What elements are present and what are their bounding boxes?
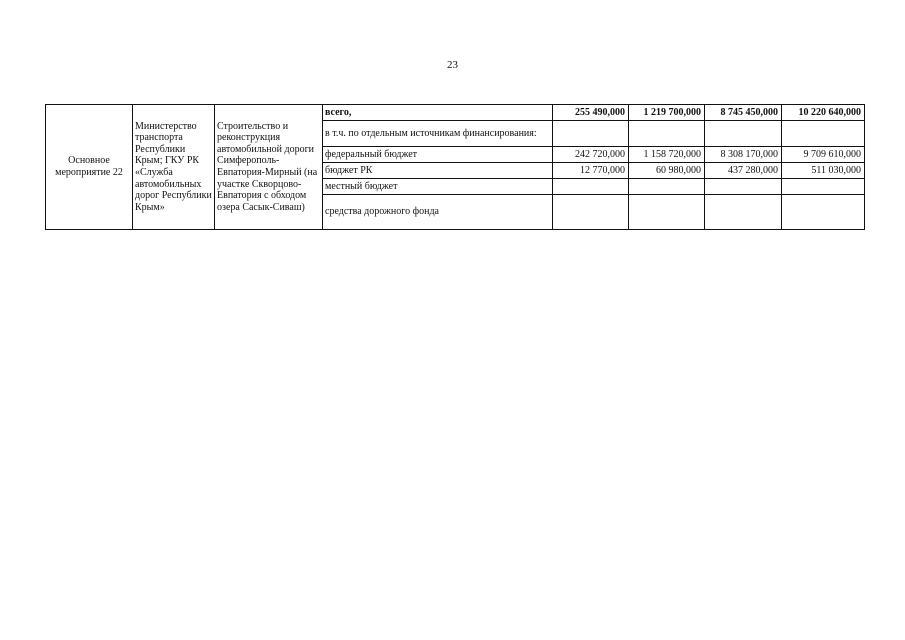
value-cell: 1 219 700,000 [629, 105, 705, 121]
executor-cell: Министерство транспорта Республики Крым; ГКУ РК «Служба автомобильных дорог Республики Крым» [133, 105, 215, 230]
value-cell: 255 490,000 [553, 105, 629, 121]
value-cell [782, 195, 865, 230]
value-cell [705, 179, 782, 195]
table-row [46, 105, 865, 121]
source-cell: местный бюджет [323, 179, 553, 195]
value-cell: 437 280,000 [705, 163, 782, 179]
source-cell: средства дорожного фонда [323, 195, 553, 230]
budget-table [45, 104, 865, 230]
value-cell [553, 179, 629, 195]
value-cell [782, 121, 865, 147]
page-number: 23 [447, 59, 458, 71]
value-cell: 10 220 640,000 [782, 105, 865, 121]
value-cell [553, 121, 629, 147]
work-description-cell: Строительство и реконструкция автомобильной дороги Симферополь-Евпатория-Мирный (на участке Скворцово-Евпатория с обходом озера Сасык-Сиваш) [215, 105, 323, 230]
value-cell [705, 195, 782, 230]
value-cell [629, 195, 705, 230]
value-cell [629, 121, 705, 147]
value-cell: 511 030,000 [782, 163, 865, 179]
value-cell [553, 195, 629, 230]
value-cell [782, 179, 865, 195]
measure-cell: Основное мероприятие 22 [46, 105, 133, 230]
value-cell: 8 745 450,000 [705, 105, 782, 121]
source-cell: в т.ч. по отдельным источникам финансирования: [323, 121, 553, 147]
value-cell: 242 720,000 [553, 147, 629, 163]
source-cell: бюджет РК [323, 163, 553, 179]
value-cell [629, 179, 705, 195]
value-cell: 9 709 610,000 [782, 147, 865, 163]
source-cell: федеральный бюджет [323, 147, 553, 163]
value-cell: 60 980,000 [629, 163, 705, 179]
value-cell: 1 158 720,000 [629, 147, 705, 163]
value-cell: 12 770,000 [553, 163, 629, 179]
value-cell: 8 308 170,000 [705, 147, 782, 163]
value-cell [705, 121, 782, 147]
source-cell: всего, [323, 105, 553, 121]
